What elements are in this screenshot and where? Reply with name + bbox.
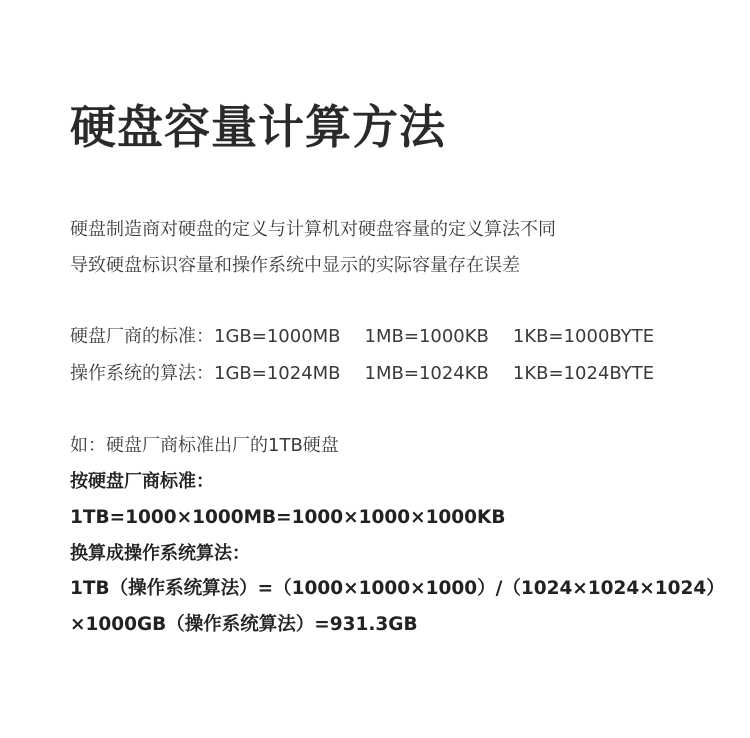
os-heading: 换算成操作系统算法： xyxy=(70,543,250,564)
intro-line-1: 硬盘制造商对硬盘的定义与计算机对硬盘容量的定义算法不同 xyxy=(70,219,556,240)
intro-line-2: 导致硬盘标识容量和操作系统中显示的实际容量存在误差 xyxy=(70,255,520,276)
os-formula-line-2: ×1000GB（操作系统算法）=931.3GB xyxy=(70,614,418,635)
manufacturer-kb-rule: 1KB=1000BYTE xyxy=(512,326,655,347)
manufacturer-gb-rule: 1GB=1000MB xyxy=(214,326,341,347)
manufacturer-formula: 1TB=1000×1000MB=1000×1000×1000KB xyxy=(70,507,506,528)
example-intro: 如：硬盘厂商标准出厂的1TB硬盘 xyxy=(70,435,339,456)
os-kb-rule: 1KB=1024BYTE xyxy=(512,363,655,384)
os-gb-rule: 1GB=1024MB xyxy=(214,363,341,384)
manufacturer-mb-rule: 1MB=1000KB xyxy=(364,326,489,347)
manufacturer-heading: 按硬盘厂商标准： xyxy=(70,471,214,492)
manufacturer-standard xyxy=(70,325,654,348)
manufacturer-standard-label: 硬盘厂商的标准： xyxy=(70,326,214,347)
os-formula-line-1: 1TB（操作系统算法）=（1000×1000×1000）/（1024×1024×1024） xyxy=(70,578,725,599)
os-standard-label: 操作系统的算法： xyxy=(70,363,214,384)
page-title: 硬盘容量计算方法 xyxy=(70,100,446,154)
os-standard xyxy=(70,362,654,385)
os-mb-rule: 1MB=1024KB xyxy=(364,363,489,384)
